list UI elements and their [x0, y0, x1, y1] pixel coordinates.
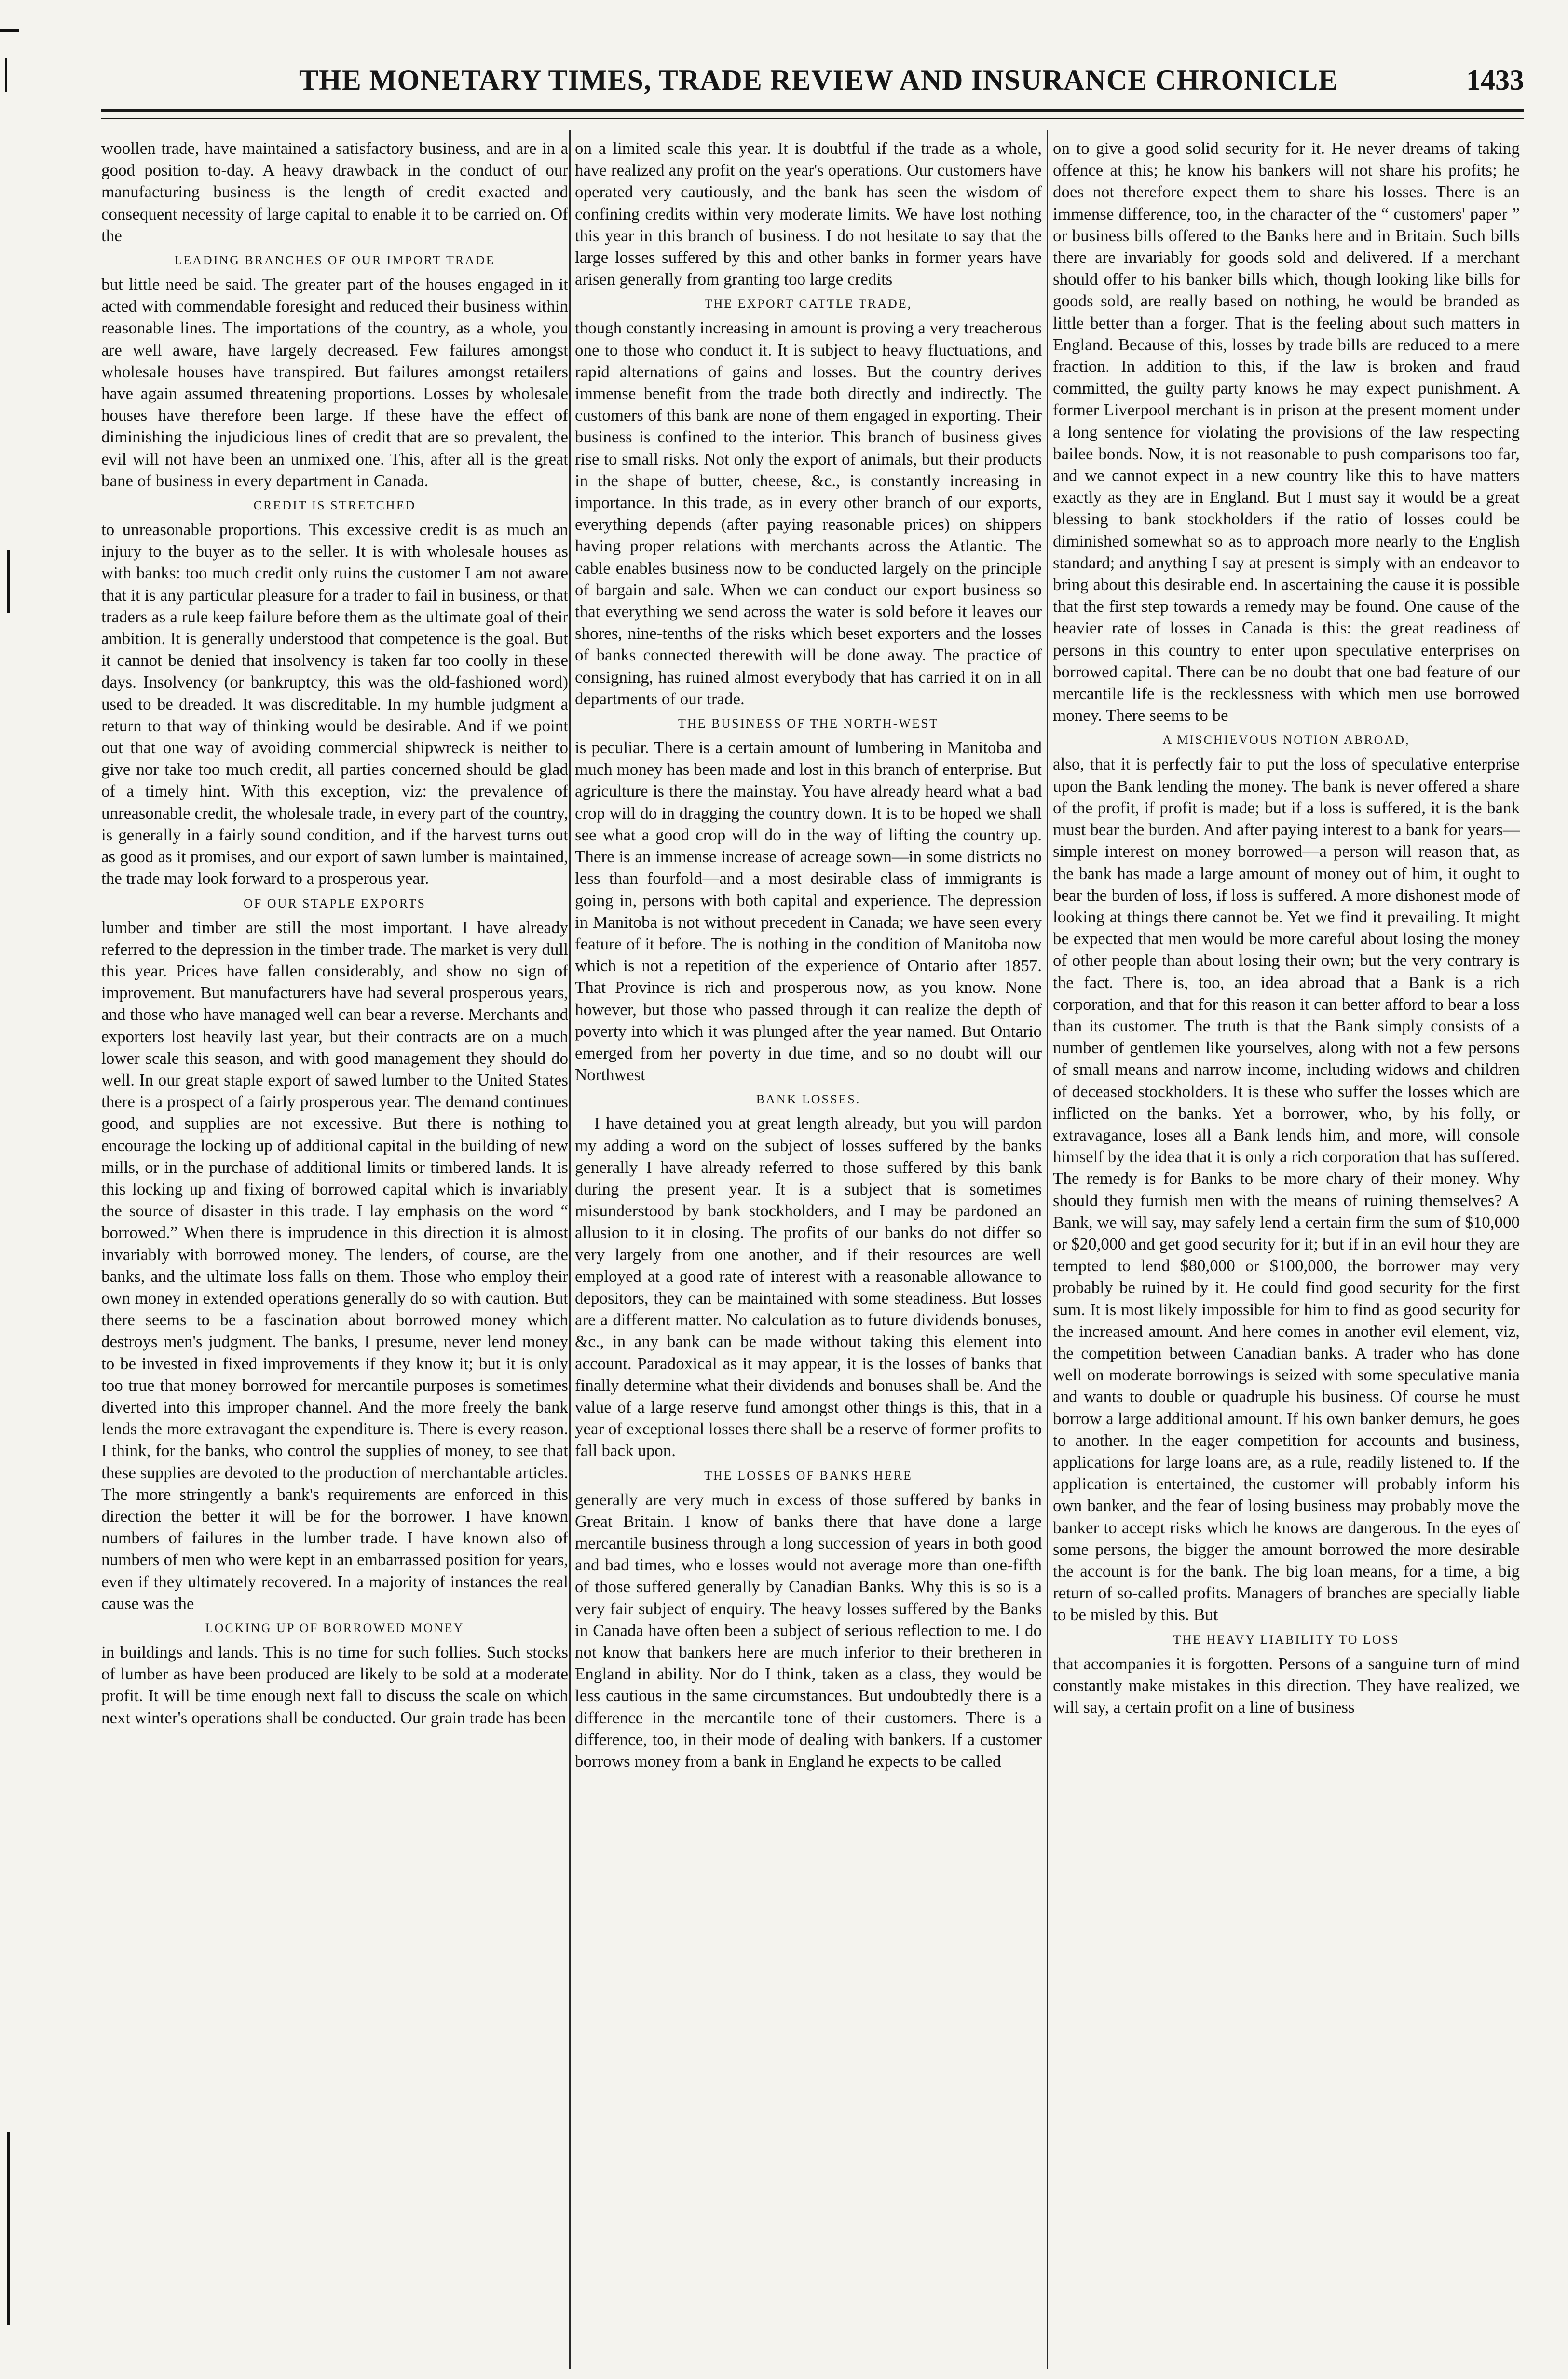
section-heading: THE HEAVY LIABILITY TO LOSS	[1173, 1632, 1400, 1647]
left-margin-mark	[7, 2132, 10, 2325]
column-2	[575, 138, 1042, 2362]
paragraph: also, that it is perfectly fair to put the loss of speculative enterprise upon the Bank lending the money. The bank is never offered a share of the profit, if profit is made; but if a loss is suffered, it is the bank must bear the burden. And after paying interest to a bank for years—simple interest on money borrowed—a person will reason that, as the bank has made a large amount of money out of him, it ought to bear the burden of loss, if loss is suffered. A more dishonest mode of looking at things there cannot be. Yet we find it prevailing. It might be expected that men would be more careful about losing the money of other people than about losing their own; but the very contrary is the fact. There is, too, an idea abroad that a Bank is a rich corporation, and that for this reason it can better afford to bear a loss than its customer. The truth is that the Bank simply consists of a number of gentlemen like yourselves, along with not a few persons of small means and narrow income, including widows and children of deceased stockholders. It is these who suffer the losses which are inflicted on the banks. Yet a borrower, who, by his folly, or extravagance, loses all a Bank lends him, and more, will console himself by the idea that it is only a rich corporation that has suffered. The remedy is for Banks to be more chary of their money. Why should they furnish men with the means of ruining themselves? A Bank, we will say, may safely lend a certain firm the sum of $10,000 or $20,000 and get good security for it; but if in an evil hour they are tempted to lend $80,000 or $100,000, the borrower may very probably be ruined by it. He could find good security for the first sum. It is most likely impossible for him to find as good security for the increased amount. And here comes in another evil element, viz, the competition between Canadian banks. A trader who has done well on moderate borrowings is seized with some speculative mania and wants to double or quadruple his business. Of course he must borrow a large additional amount. If his own banker demurs, he goes to another. In the eager competition for accounts and business, applications for large loans are, as a rule, readily listened to. If the application is entertained, the customer will probably inform his own banker, and the fear of losing business may probably move the banker to accept risks which he knows are dangerous. In the eyes of some persons, the bigger the amount borrowed the more desirable the account is for the bank. The big loan means, for a time, a big return of so-called profits. Managers of branches are specially liable to be misled by this. But	[1053, 755, 1520, 1624]
page-number: 1433	[1466, 64, 1524, 96]
section-heading: BANK LOSSES.	[756, 1092, 861, 1107]
column-divider	[1047, 130, 1048, 2369]
paragraph: on a limited scale this year. It is doubtful if the trade as a whole, have realized any profit on the year's operations. Our customers have operated very cautiously, and the bank has seen the wisdom of confining credits within very moderate limits. We have lost nothing this year in this branch of business. I do not hesitate to say that the large losses suffered by this and other banks in former years have arisen generally from granting too large credits	[575, 139, 1042, 289]
paragraph: lumber and timber are still the most important. I have already referred to the depression in the timber trade. The market is very dull this year. Prices have fallen considerably, and show no sign of improvement. But manufacturers have had several prosperous years, and those who have managed well can bear a reverse. Merchants and exporters lost heavily last year, but their contracts are on a much lower scale this season, and with good management they should do well. In our great staple export of sawed lumber to the United States there is a prospect of a fairly prosperous year. The demand continues good, and supplies are not excessive. But there is nothing to encourage the locking up of additional capital in the building of new mills, or in the purchase of additional limits or timbered lands. It is this locking up and fixing of borrowed capital which is invariably the source of disaster in this trade. I lay emphasis on the word “ borrowed.” When there is imprudence in this direction it is almost invariably with borrowed money. The lenders, of course, are the banks, and the ultimate loss falls on them. Those who employ their own money in extended operations generally do so with caution. But there seems to be a fascination about borrowed money which destroys men's judgment. The banks, I presume, never lend money to be invested in fixed improvements if they know it; but it is only too true that money borrowed for mercantile purposes is sometimes diverted into this improper channel. And the more freely the bank lends the more extravagant the expenditure is. There is every reason. I think, for the banks, who control the supplies of money, to see that these supplies are devoted to the production of merchantable articles. The more stringently a bank's requirements are enforced in this direction the better it will be for the borrower. I have known numbers of failures in the lumber trade. I have known also of numbers of men who were kept in an embarrassed position for years, even if they ultimately recovered. In a majority of instances the real cause was the	[101, 918, 568, 1613]
left-margin-mark	[5, 58, 7, 92]
paragraph: though constantly increasing in amount is proving a very treacherous one to those who conduct it. It is subject to heavy fluctuations, and rapid alternations of gains and losses. But the country derives immense benefit from the trade both directly and indirectly. The customers of this bank are none of them engaged in exporting. Their business is confined to the interior. This branch of business gives rise to small risks. Not only the export of animals, but their products in the shape of butter, cheese, &c., is constantly increasing in importance. In this trade, as in every other branch of our exports, everything depends (after paying reasonable prices) on shippers having proper relations with merchants across the Atlantic. The cable enables business now to be conducted largely on the principle of bargain and sale. When we can conduct our export business so that everything we send across the water is sold before it leaves our shores, nine-tenths of the risks which beset exporters and the losses of banks connected therewith will be done away. The practice of consigning, has ruined almost everybody that has carried it on in all departments of our trade.	[575, 318, 1042, 708]
section-heading: A MISCHIEVOUS NOTION ABROAD,	[1162, 733, 1410, 747]
paragraph: that accompanies it is forgotten. Persons of a sanguine turn of mind constantly make mistakes in this direction. They have realized, we will say, a certain profit on a line of business	[1053, 1654, 1520, 1717]
column-1	[101, 138, 568, 2362]
column-divider	[569, 130, 571, 2369]
paragraph: generally are very much in excess of those suffered by banks in Great Britain. I know of banks there that have done a large mercantile business through a long succession of years in both good and bad times, who e losses would not average more than one-fifth of those suffered generally by Canadian Banks. Why this is so is a very fair subject of enquiry. The heavy losses suffered by the Banks in Canada have often been a subject of serious reflection to me. I do not know that bankers here are much inferior to their bretheren in England in ability. Nor do I think, taken as a class, they would be less cautious in the same circumstances. But undoubtedly there is a difference in the mercantile tone of their customers. There is a difference, too, in their mode of dealing with bankers. If a customer borrows money from a bank in England he expects to be called	[575, 1490, 1042, 1771]
header-rule-thick	[101, 109, 1524, 112]
paragraph: on to give a good solid security for it. He never dreams of taking offence at this; he know his bankers will not share his profits; he does not therefore expect them to share his losses. There is an immense difference, too, in the character of the “ customers' paper ” or business bills offered to the Banks here and in Britain. Such bills there are invariably for goods sold and delivered. If a merchant should offer to his banker bills which, though looking like bills for goods sold, are really based on nothing, he would be branded as little better than a forger. That is the feeling about such matters in England. Because of this, losses by trade bills are reduced to a mere fraction. In addition to this, if the law is broken and fraud committed, the guilty party knows he may expect punishment. A former Liverpool merchant is in prison at the present moment under a long sentence for violating the provisions of the law respecting bailee bonds. Now, it is not reasonable to push comparisons too far, and we cannot expect in a new country like this to have matters exactly as they are in England. But I must say it would be a great blessing to bank stockholders if the ratio of losses could be diminished somewhat so as to approach more nearly to the English standard; and anything I say at present is simply with an endeavor to bring about this desirable end. In ascertaining the cause it is possible that the first step towards a remedy may be found. One cause of the heavier rate of losses in Canada is this: the great readiness of persons in this country to enter upon speculative enterprises on borrowed capital. There can be no doubt that one bad feature of our mercantile life is the recklessness with which men use borrowed money. There seems to be	[1053, 139, 1520, 725]
section-heading: OF OUR STAPLE EXPORTS	[244, 896, 426, 910]
paragraph: in buildings and lands. This is no time for such follies. Such stocks of lumber as have been produced are likely to be sold at a moderate profit. It will be time enough next fall to discuss the scale on which next winter's operations shall be conducted. Our grain trade has been	[101, 1643, 568, 1727]
running-header	[96, 57, 1524, 105]
section-heading: LOCKING UP OF BORROWED MONEY	[205, 1621, 464, 1635]
paragraph: to unreasonable proportions. This excessive credit is as much an injury to the buyer as to the seller. It is with wholesale houses as with banks: too much credit only ruins the customer I am not aware that it is any particular pleasure for a trader to fail in business, or that traders as a rule keep failure before them as the ultimate goal of their ambition. It is generally understood that competence is the goal. But it cannot be denied that insolvency is taken far too coolly in these days. Insolvency (or bankruptcy, this was the old-fashioned word) used to be dreaded. It was discreditable. In my humble judgment a return to that way of thinking would be desirable. And if we point out that one way of avoiding commercial shipwreck is neither to give nor take too much credit, all parties concerned should be glad of a timely hint. With this exception, viz: the prevalence of unreasonable credit, the wholesale trade, in every part of the country, is generally in a fairly sound condition, and if the harvest turns out as good as it promises, and our export of sawn lumber is maintained, the trade may look forward to a prosperous year.	[101, 520, 568, 888]
header-rule-thin	[101, 118, 1524, 119]
section-heading: THE EXPORT CATTLE TRADE,	[704, 297, 913, 311]
paragraph: I have detained you at great length already, but you will pardon my adding a word on the subject of losses suffered by the banks generally I have already referred to those suffered by this bank during the present year. It is a subject that is sometimes misunderstood by bank stockholders, and I may be pardoned an allusion to it in closing. The profits of our banks do not differ so very largely from one another, and if their resources are well employed at a good rate of interest with a reasonable allowance to depositors, they can be maintained with some steadiness. But losses are a different matter. No calculation as to future dividends bonuses, &c., in any bank can be made without taking this element into account. Paradoxical as it may appear, it is the losses of banks that finally determine what their dividends and bonuses shall be. And the value of a large reserve fund amongst other things is this, that in a year of exceptional losses there shall be a reserve of former profits to fall back upon.	[575, 1114, 1042, 1460]
left-margin-mark	[0, 29, 19, 32]
paragraph: but little need be said. The greater part of the houses engaged in it acted with commendable foresight and reduced their business within reasonable lines. The importations of the country, as a whole, you are well aware, have largely decreased. Few failures amongst wholesale houses have transpired. But failures amongst retailers have again assumed threatening proportions. Losses by wholesale houses have therefore been large. If these have the effect of diminishing the injudicious lines of credit that are so prevalent, the evil will not have been an unmixed one. This, after all is the great bane of business in every department in Canada.	[101, 275, 568, 490]
section-heading: LEADING BRANCHES OF OUR IMPORT TRADE	[174, 253, 495, 268]
paragraph: is peculiar. There is a certain amount of lumbering in Manitoba and much money has been made and lost in this branch of enterprise. But agriculture is there the mainstay. You have already heard what a bad crop will do in dragging the country down. It is to be hoped we shall see what a good crop will do in the way of lifting the country up. There is an immense increase of acreage sown—in some districts no less than fourfold—and a most desirable class of immigrants is going in, persons with both capital and experience. The depression in Manitoba is not without precedent in Canada; we have seen every feature of it before. The is nothing in the condition of Manitoba now which is not a repetition of the experience of Ontario after 1857. That Province is rich and prosperous now, as you know. None however, but those who passed through it can realize the depth of poverty into which it was plunged after the year named. But Ontario emerged from her poverty in due time, and so no doubt will our Northwest	[575, 738, 1042, 1085]
section-heading: CREDIT IS STRETCHED	[253, 498, 416, 513]
column-3	[1053, 138, 1520, 2362]
section-heading: THE LOSSES OF BANKS HERE	[704, 1468, 913, 1483]
publication-title: THE MONETARY TIMES, TRADE REVIEW AND INSURANCE CHRONICLE	[299, 64, 1338, 96]
left-margin-mark	[7, 550, 10, 613]
section-heading: THE BUSINESS OF THE NORTH-WEST	[678, 716, 939, 731]
paragraph: woollen trade, have maintained a satisfactory business, and are in a good position to-day. A heavy drawback in the conduct of our manufacturing business is the length of credit exacted and consequent necessity of large capital to enable it to be carried on. Of the	[101, 139, 568, 245]
